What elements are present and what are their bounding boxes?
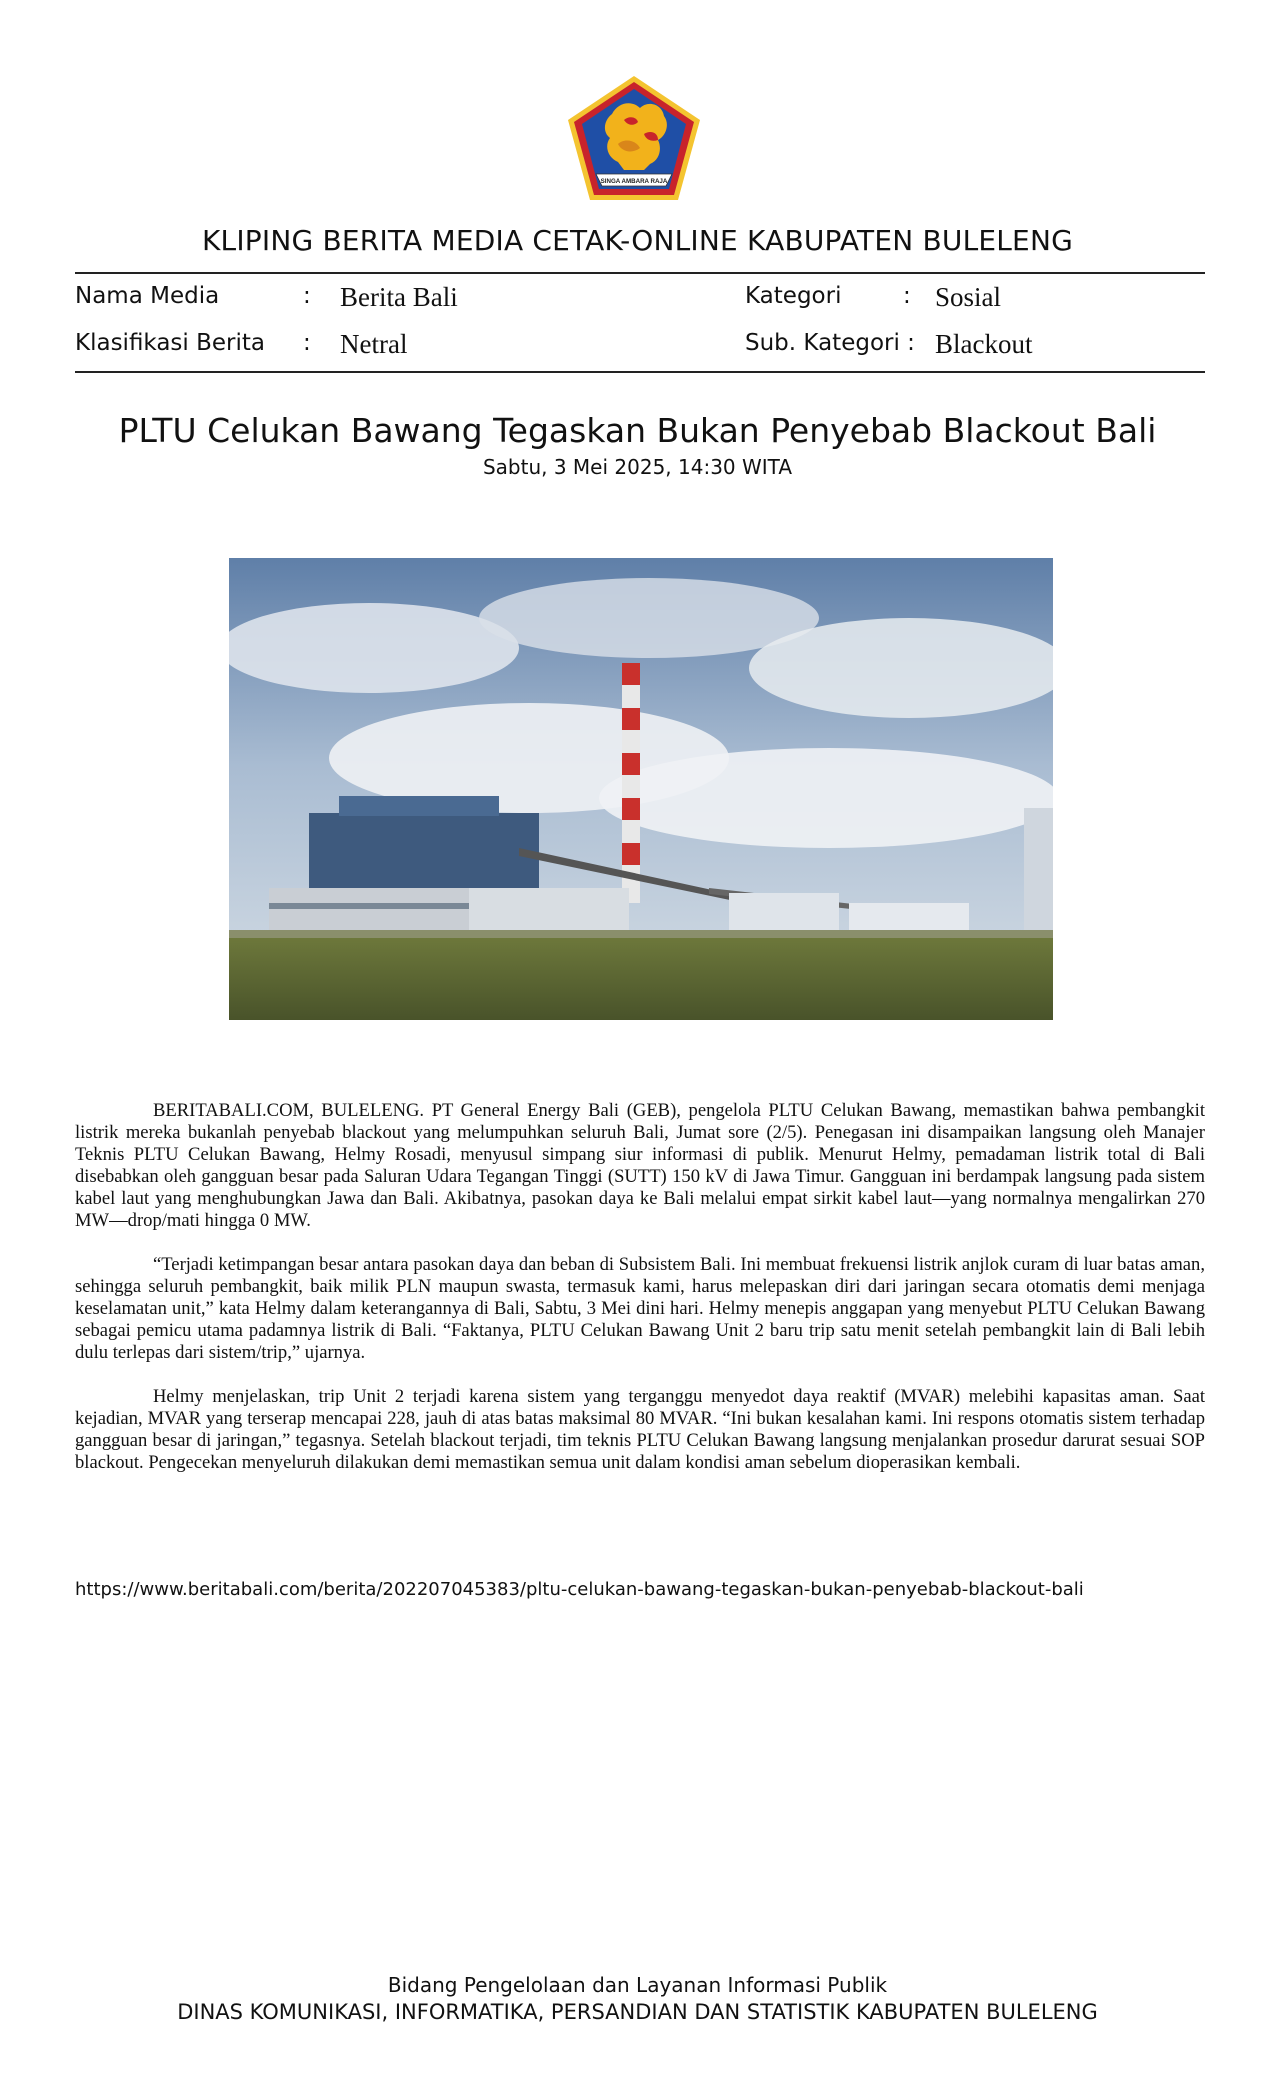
- clipping-header-title: KLIPING BERITA MEDIA CETAK-ONLINE KABUPATEN BULELENG: [201, 224, 1073, 257]
- media-name-label: Nama Media: [75, 283, 220, 309]
- media-name-value: Berita Bali: [340, 282, 458, 312]
- article-paragraph-1: BERITABALI.COM, BULELENG. PT General Energy Bali (GEB), pengelola PLTU Celukan Bawang, memastikan bahwa pembangkit listrik mereka bukanlah penyebab blackout yang melumpuhkan seluruh Bali, Jumat sore (2/5). Penegasan ini disampaikan langsung oleh Manajer Teknis PLTU Celukan Bawang, Helmy Rosadi, menyusul simpang siur informasi di publik. Menurut Helmy, pemadaman listrik total di Bali disebabkan oleh gangguan besar pada Saluran Udara Tegangan Tinggi (SUTT) 150 kV di Jawa Timur. Gangguan ini berdampak langsung pada sistem kabel laut yang menghubungkan Jawa dan Bali. Akibatnya, pasokan daya ke Bali melalui empat sirkit kabel laut—yang normalnya mengalirkan 270 MW—drop/mati hingga 0 MW.: [75, 1100, 1205, 1231]
- article-date: Sabtu, 3 Mei 2025, 14:30 WITA: [482, 455, 793, 479]
- source-url-link[interactable]: https://www.beritabali.com/berita/202207045383/pltu-celukan-bawang-tegaskan-bukan-penyebab-blackout-bali: [75, 1579, 1084, 1600]
- news-classification-colon: :: [303, 330, 311, 356]
- power-plant-photo: [229, 558, 1053, 1020]
- footer-division-name: Bidang Pengelolaan dan Layanan Informasi Publik: [387, 1973, 888, 1997]
- logo-motto: SINGA AMBARA RAJA: [600, 178, 668, 185]
- article-title: PLTU Celukan Bawang Tegaskan Bukan Penyebab Blackout Bali: [118, 411, 1157, 450]
- category-label: Kategori: [745, 283, 842, 309]
- subcategory-value: Blackout: [935, 329, 1033, 359]
- news-classification-value: Netral: [340, 329, 408, 359]
- header-bottom-rule: [75, 371, 1205, 373]
- article-paragraph-3: Helmy menjelaskan, trip Unit 2 terjadi karena sistem yang terganggu menyedot daya reaktif (MVAR) melebihi kapasitas aman. Saat kejadian, MVAR yang terserap mencapai 228, jauh di atas batas maksimal 80 MVAR. “Ini bukan kesalahan kami. Ini respons otomatis sistem terhadap gangguan besar di jaringan,” tegasnya. Setelah blackout terjadi, tim teknis PLTU Celukan Bawang langsung menjalankan prosedur darurat sesuai SOP blackout. Pengecekan menyeluruh dilakukan demi memastikan semua unit dalam kondisi aman sebelum dioperasikan kembali.: [75, 1386, 1205, 1473]
- footer-agency-name: DINAS KOMUNIKASI, INFORMATIKA, PERSANDIAN DAN STATISTIK KABUPATEN BULELENG: [177, 2000, 1098, 2024]
- category-value: Sosial: [935, 282, 1002, 312]
- article-paragraph-2: “Terjadi ketimpangan besar antara pasokan daya dan beban di Subsistem Bali. Ini membuat frekuensi listrik anjlok curam di luar batas aman, sehingga seluruh pembangkit, baik milik PLN maupun swasta, termasuk kami, harus melepaskan diri dari jaringan secara otomatis demi menjaga keselamatan unit,” kata Helmy dalam keterangannya di Bali, Sabtu, 3 Mei dini hari. Helmy menepis anggapan yang menyebut PLTU Celukan Bawang sebagai pemicu utama padamnya listrik di Bali. “Faktanya, PLTU Celukan Bawang Unit 2 baru trip satu menit setelah pembangkit lain di Bali lebih dulu terlepas dari sistem/trip,” ujarnya.: [75, 1254, 1205, 1363]
- header-top-rule: [75, 272, 1205, 274]
- subcategory-label: Sub. Kategori :: [745, 330, 915, 356]
- article-body: [75, 1100, 1205, 1496]
- media-name-colon: :: [303, 283, 311, 309]
- buleleng-emblem-logo: [566, 74, 702, 202]
- category-colon: :: [903, 283, 911, 309]
- news-classification-label: Klasifikasi Berita: [75, 330, 266, 356]
